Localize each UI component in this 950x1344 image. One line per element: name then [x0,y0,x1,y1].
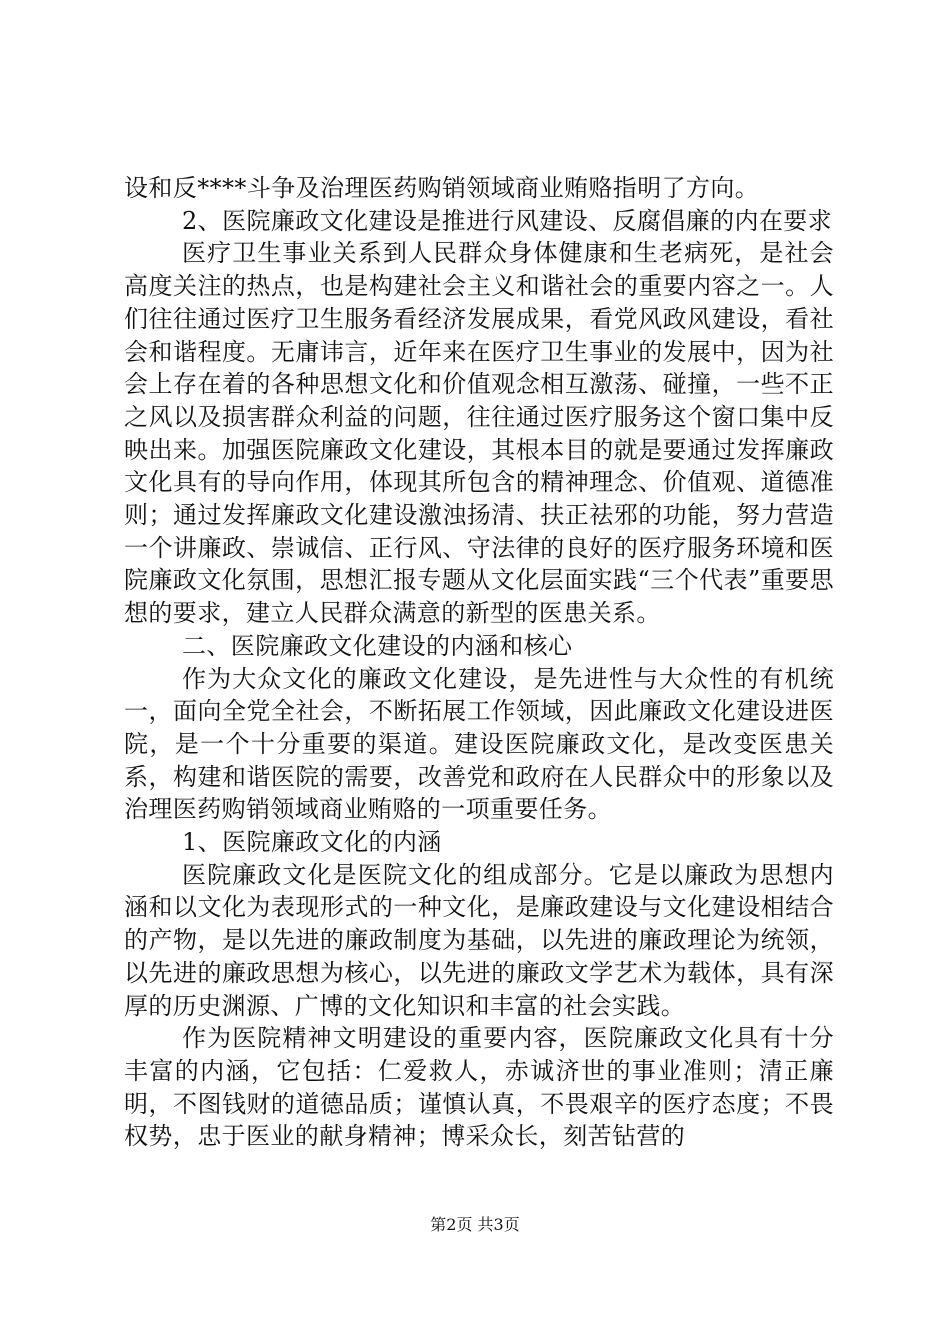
page-footer [0,1212,950,1235]
document-body [124,172,834,1153]
section-heading: 2、医院廉政文化建设是推进行风建设、反腐倡廉的内在要求 [182,206,833,235]
paragraph: 医疗卫生事业关系到人民群众身体健康和生老病死，是社会高度关注的热点，也是构建社会主义和谐社会的重要内容之一。人们往往通过医疗卫生服务看经济发展成果，看党风政风建设，看社会和谐程度。无庸讳言，近年来在医疗卫生事业的发展中，因为社会上存在着的各种思想文化和价值观念相互激荡、碰撞，一些不正之风以及损害群众利益的问题，往往通过医疗服务这个窗口集中反映出来。加强医院廉政文化建设，其根本目的就是要通过发挥廉政文化具有的导向作用，体现其所包含的精神理念、价值观、道德准则；通过发挥廉政文化建设激浊扬清、扶正祛邪的功能，努力营造一个讲廉政、崇诚信、正行风、守法律的良好的医疗服务环境和医院廉政文化氛围，思想汇报专题从文化层面实践“三个代表”重要思想的要求，建立人民群众满意的新型的医患关系。 [124,239,834,628]
paragraph: 医院廉政文化是医院文化的组成部分。它是以廉政为思想内涵和以文化为表现形式的一种文化，是廉政建设与文化建设相结合的产物，是以先进的廉政制度为基础，以先进的廉政理论为统领，以先进的廉政思想为核心，以先进的廉政文学艺术为载体，具有深厚的历史渊源、广博的文化知识和丰富的社会实践。 [124,860,834,1020]
section-heading: 二、医院廉政文化建设的内涵和核心 [182,631,573,660]
page-number-label: 第2页 共3页 [430,1215,520,1234]
section-heading: 1、医院廉政文化的内涵 [182,828,442,857]
paragraph: 作为大众文化的廉政文化建设，是先进性与大众性的有机统一，面向全党全社会，不断拓展工作领域，因此廉政文化建设进医院，是一个十分重要的渠道。建设医院廉政文化，是改变医患关系，构建和谐医院的需要，改善党和政府在人民群众中的形象以及治理医药购销领域商业贿赂的一项重要任务。 [124,664,834,824]
paragraph: 设和反****斗争及治理医药购销领域商业贿赂指明了方向。 [124,174,760,202]
paragraph: 作为医院精神文明建设的重要内容，医院廉政文化具有十分丰富的内涵，它包括：仁爱救人，赤诚济世的事业准则；清正廉明，不图钱财的道德品质；谨慎认真，不畏艰辛的医疗态度；不畏权势，忠于医业的献身精神；博采众长，刻苦钻营的 [124,1024,834,1151]
